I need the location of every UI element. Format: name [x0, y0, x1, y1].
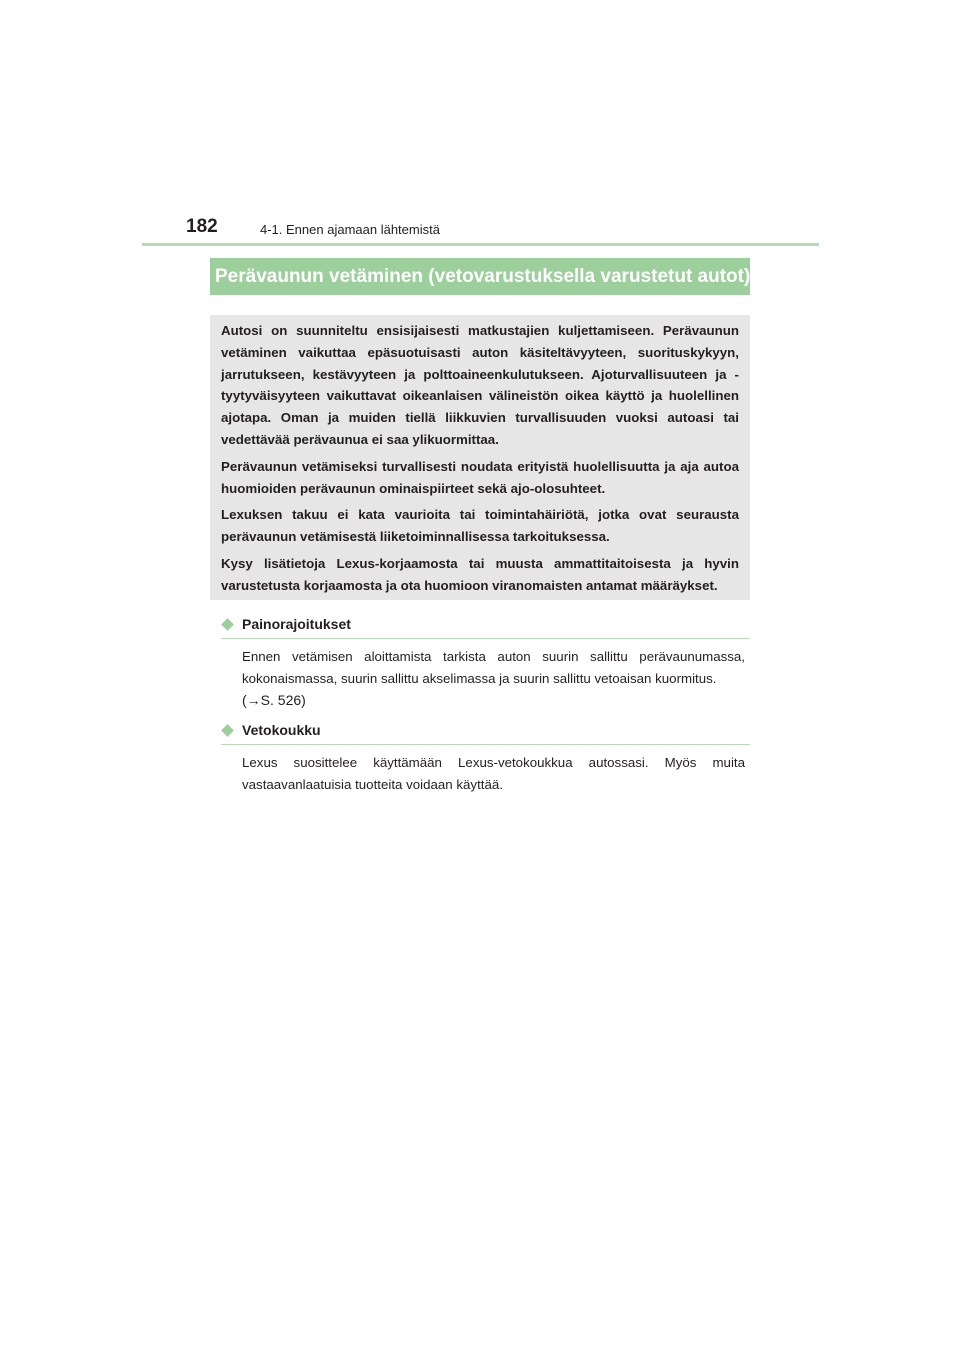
diamond-bullet-icon — [221, 724, 234, 737]
page-number: 182 — [186, 216, 218, 237]
page-header — [142, 214, 819, 246]
tow-hitch-text — [242, 752, 745, 796]
subheading-label: Painorajoitukset — [242, 616, 351, 632]
intro-paragraph: Lexuksen takuu ei kata vaurioita tai toimintahäiriötä, jotka ovat seurausta perävaunun vetämisestä liiketoiminnallisessa tarkoituksessa. — [221, 507, 739, 545]
weight-limits-text — [242, 646, 745, 711]
subheading-weight-limits — [221, 615, 750, 639]
intro-paragraph: Kysy lisätietoja Lexus-korjaamosta tai muusta ammattitaitoisesta ja hyvin varustetusta korjaamosta ja ota huomioon viranomaisten antamat määräykset. — [221, 555, 739, 593]
subheading-tow-hitch — [221, 721, 750, 745]
intro-box — [210, 315, 750, 600]
body-paragraph: Ennen vetämisen aloittamista tarkista auton suurin sallittu perävaunumassa, kokonaismassa, suurin sallittu akselimassa ja suurin sallittu vetoaisan kuormitus. — [242, 649, 745, 686]
page-reference-link[interactable]: (→S. 526) — [242, 691, 306, 708]
chapter-title: 4-1. Ennen ajamaan lähtemistä — [260, 222, 440, 237]
section-title: Perävaunun vetäminen (vetovarustuksella varustetut autot) — [210, 258, 750, 295]
intro-paragraph: Perävaunun vetämiseksi turvallisesti noudata erityistä huolellisuutta ja aja autoa huomioiden perävaunun ominaispiirteet sekä ajo-olosuhteet. — [221, 458, 739, 496]
diamond-bullet-icon — [221, 618, 234, 631]
header-divider — [142, 243, 819, 246]
subheading-label: Vetokoukku — [242, 722, 321, 738]
body-paragraph: Lexus suosittelee käyttämään Lexus-vetokoukkua autossasi. Myös muita vastaavanlaatuisia tuotteita voidaan käyttää. — [242, 755, 745, 792]
intro-paragraph: Autosi on suunniteltu ensisijaisesti matkustajien kuljettamiseen. Perävaunun vetäminen vaikuttaa epäsuotuisasti auton käsiteltävyyteen, suorituskykyyn, jarrutukseen, kestävyyteen ja polttoaineenkulutukseen. Ajoturvallisuuteen ja -tyytyväisyyteen vaikuttavat oikeanlaisen välineistön oikea käyttö ja huolellinen ajotapa. Oman ja muiden tiellä liikkuvien turvallisuuden vuoksi autoasi tai vedettävää perävaunua ei saa ylikuormittaa. — [221, 323, 739, 447]
